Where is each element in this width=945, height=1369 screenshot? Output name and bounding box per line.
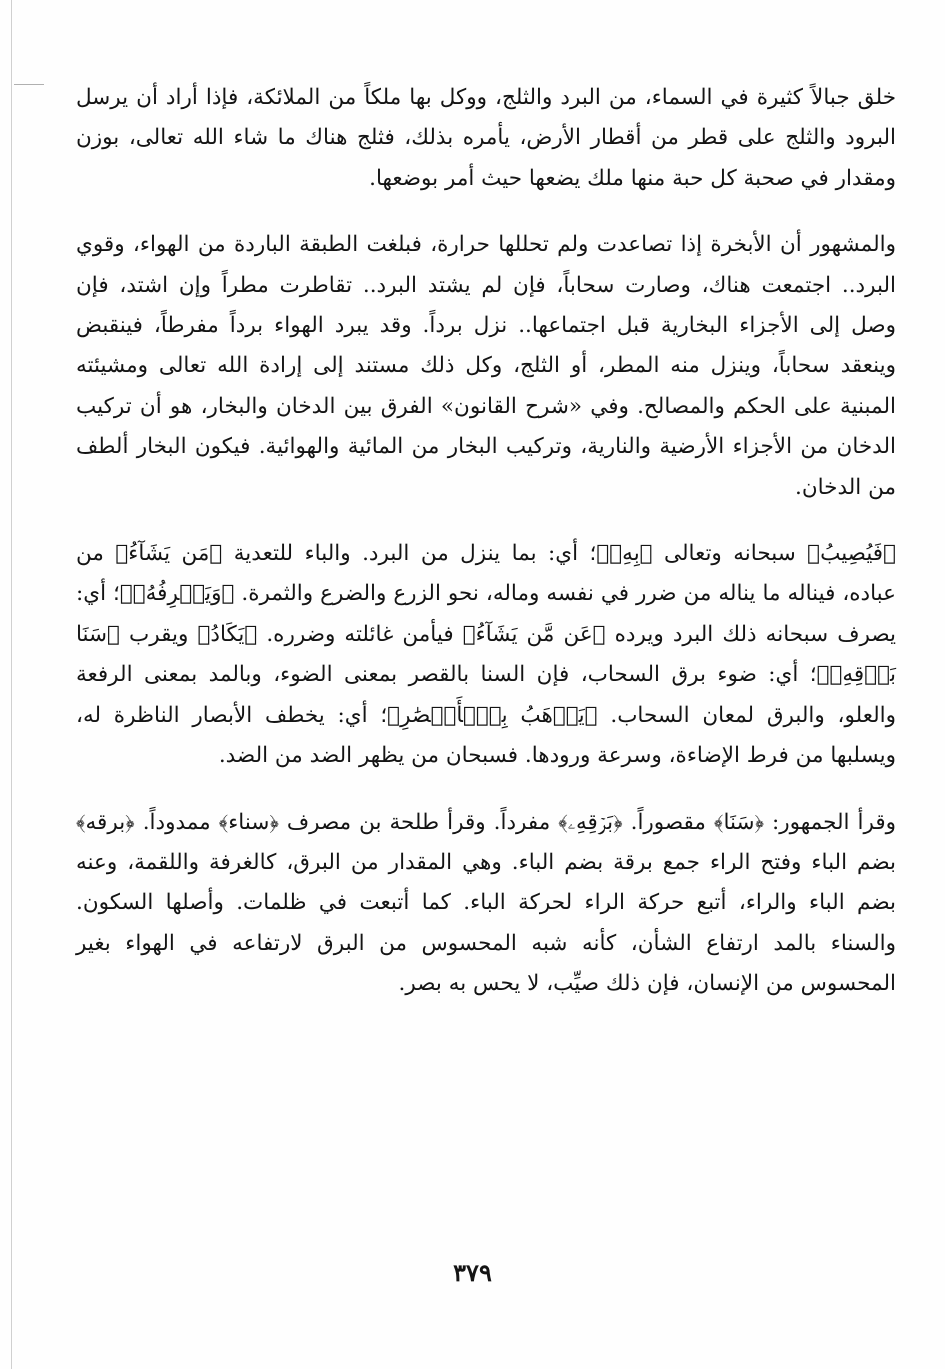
paragraph-3: ﴿فَيُصِيبُ﴾ سبحانه وتعالى ﴿بِهِۦ﴾؛ أي: بما ينزل من البرد. والباء للتعدية ﴿مَن يَشَآءُ﴾ من عباده، فيناله ما يناله من ضرر في نفسه وماله، نحو الزرع والضرع والثمرة. ﴿وَيَصۡرِفُهُۥ﴾؛ أي: يصرف سبحانه ذلك البرد ويرده ﴿عَن مَّن يَشَآءُ﴾ فيأمن غائلته وضرره. ﴿يَكَادُ﴾ ويقرب ﴿سَنَا بَرۡقِهِۦ﴾؛ أي: ضوء برق السحاب، فإن السنا بالقصر بمعنى الضوء، وبالمد بمعنى الرفعة والعلو، والبرق لمعان السحاب. ﴿يَذۡهَبُ بِٱلۡأَبۡصَٰرِ﴾؛ أي: يخطف الأبصار الناظرة له، ويسلبها من فرط الإضاءة، وسرعة ورودها. فسبحان من يظهر الضد من الضد.	[76, 541, 896, 769]
paragraph-2: والمشهور أن الأبخرة إذا تصاعدت ولم تحللها حرارة، فبلغت الطبقة الباردة من الهواء، وقوي البرد.. اجتمعت هناك، وصارت سحاباً، فإن لم يشتد البرد.. تقاطرت مطراً وإن اشتد، فإن وصل إلى الأجزاء البخارية قبل اجتماعها.. نزل برداً. وقد يبرد الهواء برداً مفرطاً، فينقبض وينعقد سحاباً، وينزل منه المطر، أو الثلج، وكل ذلك مستند إلى إرادة الله تعالى ومشيئته المبنية على الحكم والمصالح. وفي «شرح القانون» الفرق بين الدخان والبخار، هو أن تركيب الدخان من الأجزاء الأرضية والنارية، وتركيب البخار من المائية والهوائية. فيكون البخار ألطف من الدخان.	[76, 232, 896, 500]
body-text	[76, 78, 896, 1031]
page-number: ٣٧٩	[453, 1258, 492, 1287]
paragraph-1: خلق جبالاً كثيرة في السماء، من البرد والثلج، ووكل بها ملكاً من الملائكة، فإذا أراد أن يرسل البرود والثلج على قطر من أقطار الأرض، يأمره بذلك، فثلج هناك ما شاء الله تعالى، بوزن ومقدار في صحبة كل حبة منها ملك يضعها حيث أمر بوضعها.	[76, 85, 896, 191]
paragraph-4: وقرأ الجمهور: ﴿سَنَا﴾ مقصوراً. ﴿بَرۡقِهِۦ﴾ مفرداً. وقرأ طلحة بن مصرف ﴿سناء﴾ ممدوداً. ﴿برقه﴾ بضم الباء وفتح الراء جمع برقة بضم الباء. وهي المقدار من البرق، كالغرفة واللقمة، وعنه بضم الباء والراء، أتبع حركة الراء لحركة الباء. كما أتبعت في ظلمات. وأصلها السكون. والسناء بالمد ارتفاع الشأن، كأنه شبه المحسوس من البرق لارتفاعه في الهواء بغير المحسوس من الإنسان، فإن ذلك صيِّب، لا يحس به بصر.	[76, 809, 896, 997]
page-edge-line	[11, 0, 12, 1369]
page-edge-mark	[14, 84, 44, 85]
